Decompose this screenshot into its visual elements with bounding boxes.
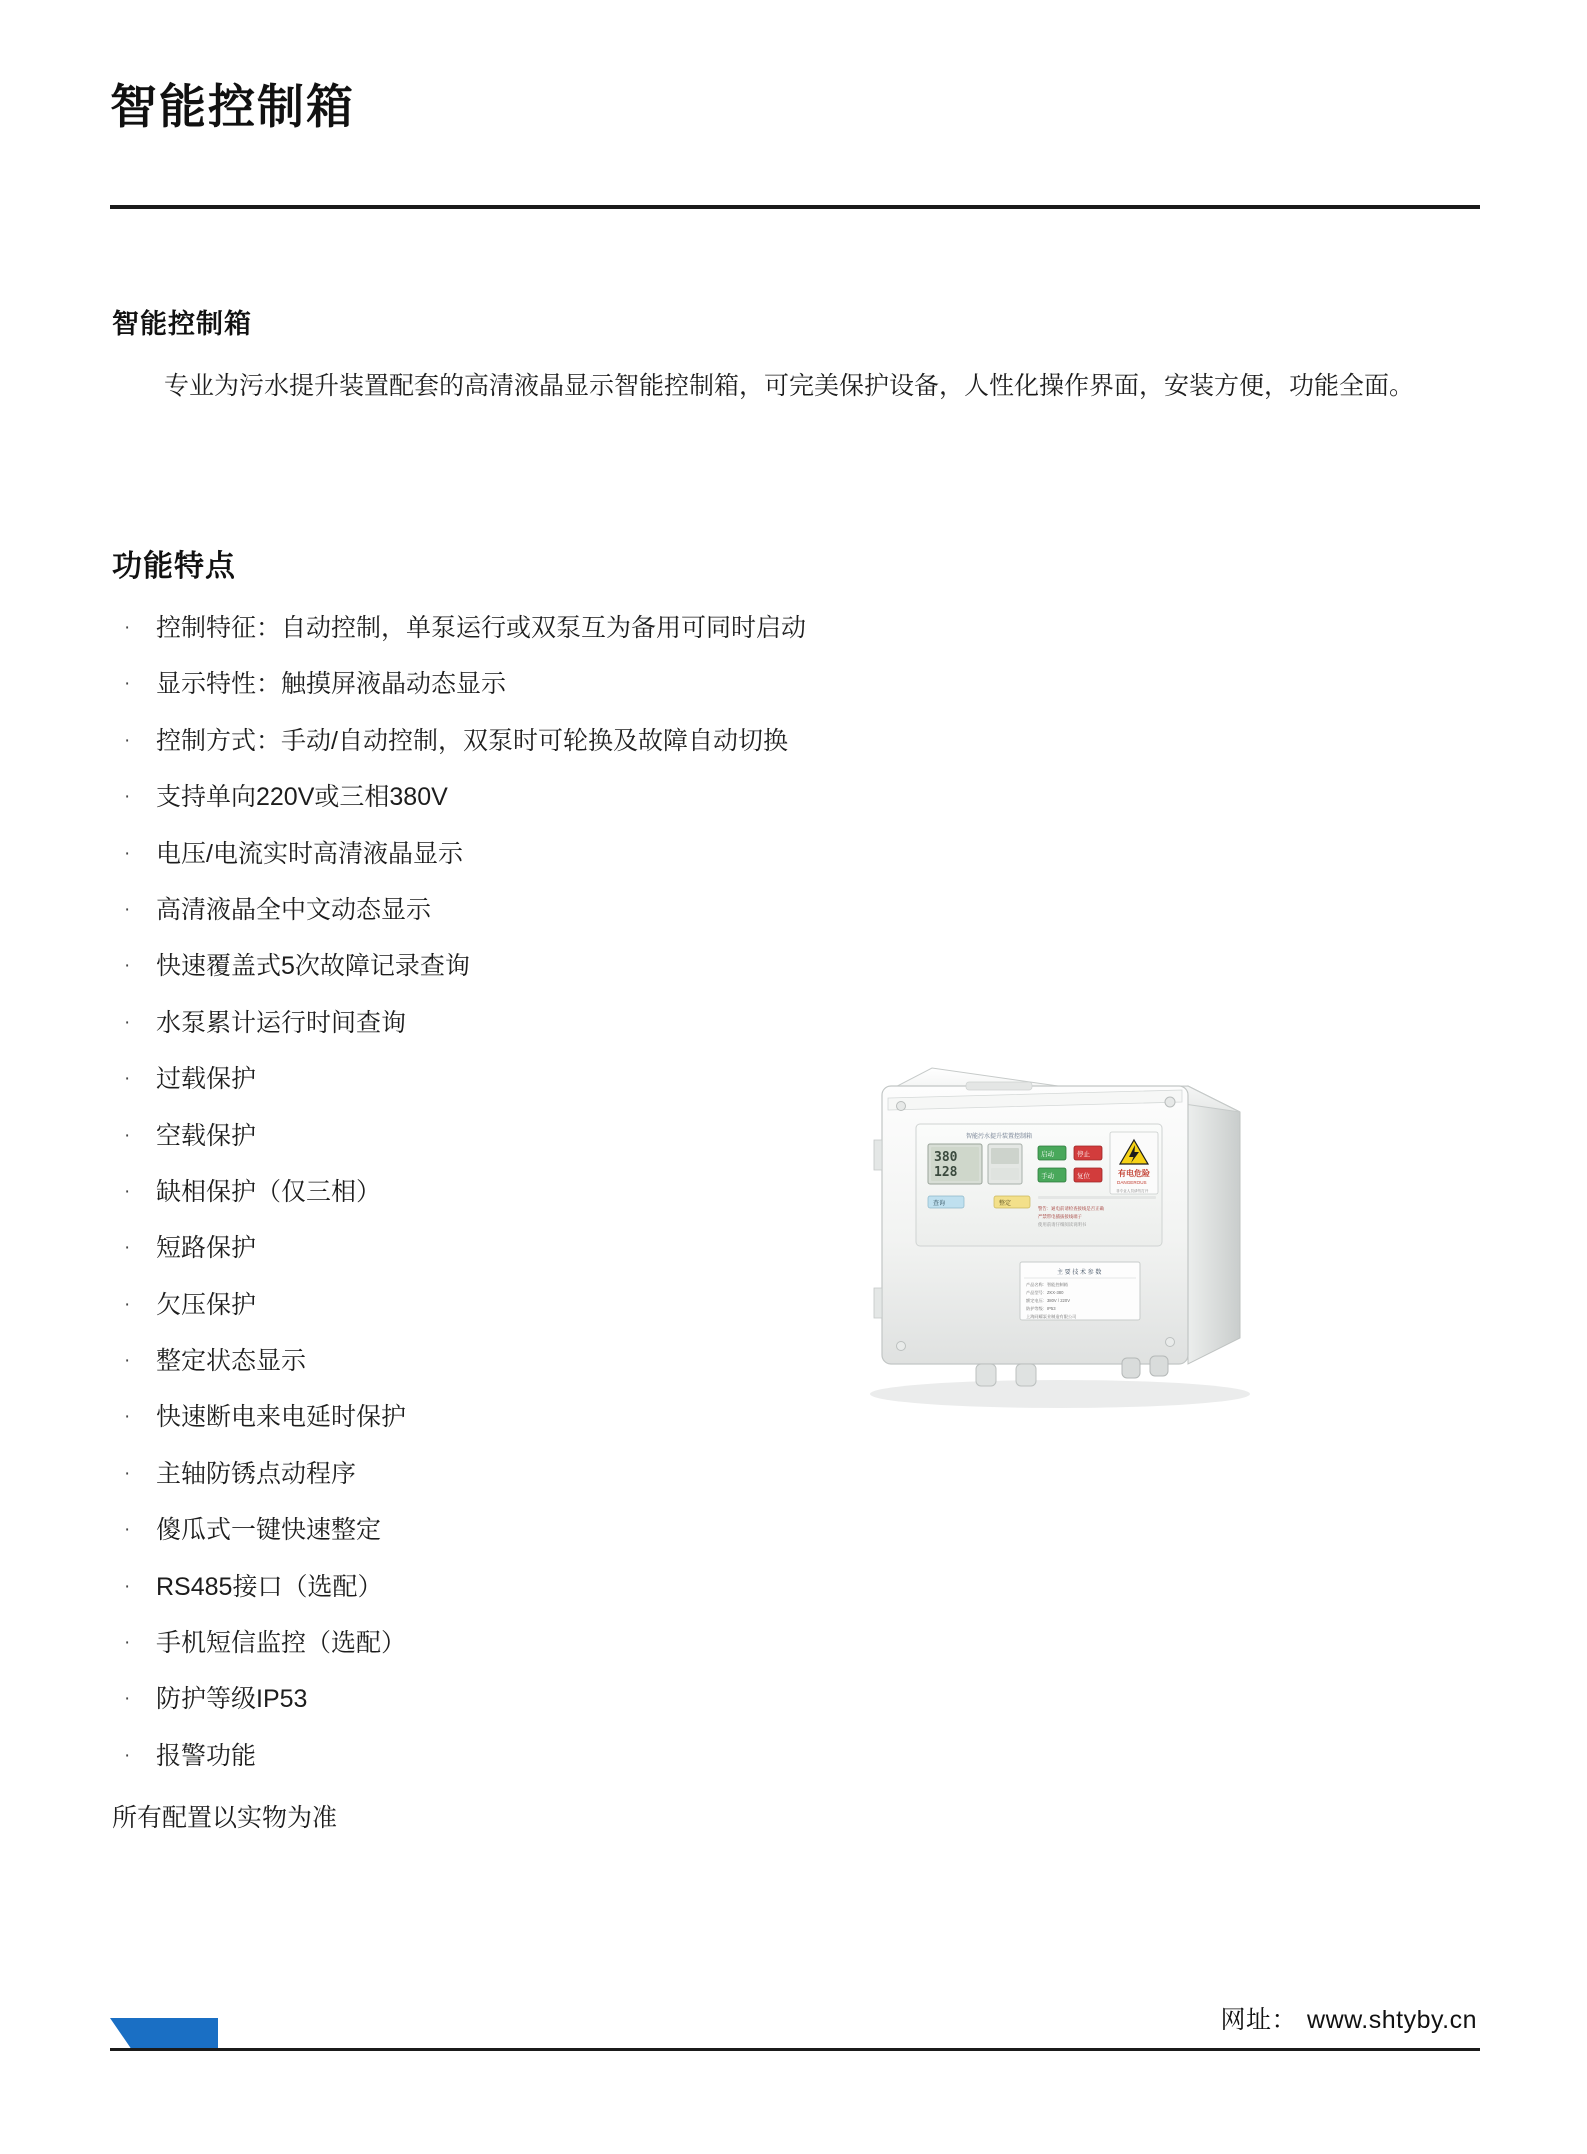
bullet-icon: · — [124, 1744, 131, 1766]
feature-label: 快速断电来电延时保护 — [156, 1403, 407, 1432]
feature-label: 整定状态显示 — [156, 1347, 307, 1376]
list-item — [118, 1389, 878, 1445]
svg-text:产品名称：智能控制箱: 产品名称：智能控制箱 — [1026, 1282, 1068, 1287]
bullet-icon: · — [124, 1462, 131, 1484]
list-item — [118, 600, 878, 656]
svg-text:停止: 停止 — [1077, 1151, 1090, 1158]
feature-label: 水泵累计运行时间查询 — [156, 1008, 407, 1037]
bullet-icon: · — [124, 1575, 131, 1597]
bullet-icon: · — [124, 617, 131, 638]
list-item — [118, 1615, 878, 1671]
bullet-icon: · — [124, 898, 131, 920]
intro-heading: 智能控制箱 — [112, 309, 252, 339]
website-label: 网址： — [1220, 2006, 1298, 2034]
svg-text:上海同耀泵业制造有限公司: 上海同耀泵业制造有限公司 — [1026, 1314, 1077, 1319]
feature-label: 控制特征：自动控制，单泵运行或双泵互为备用可同时启动 — [156, 614, 807, 642]
svg-text:警告：通电前请检查接线是否正确: 警告：通电前请检查接线是否正确 — [1038, 1206, 1104, 1211]
svg-text:有电危险: 有电危险 — [1118, 1169, 1150, 1178]
feature-label: 缺相保护（仅三相） — [156, 1177, 382, 1206]
svg-text:主 要 技 术 参 数: 主 要 技 术 参 数 — [1057, 1270, 1102, 1276]
list-item — [118, 1728, 878, 1784]
list-item — [118, 1051, 878, 1107]
feature-label: 高清液晶全中文动态显示 — [156, 895, 432, 924]
list-item — [118, 1164, 878, 1220]
bullet-icon: · — [124, 673, 131, 695]
feature-label: 防护等级IP53 — [156, 1685, 308, 1714]
bullet-icon: · — [124, 1237, 131, 1259]
svg-text:128: 128 — [934, 1165, 958, 1180]
feature-label: 欠压保护 — [156, 1290, 257, 1319]
feature-label: 短路保护 — [156, 1234, 257, 1263]
bullet-icon: · — [124, 1688, 131, 1710]
list-item — [118, 769, 878, 825]
svg-text:手动: 手动 — [1041, 1173, 1054, 1180]
feature-label: 空载保护 — [156, 1121, 257, 1150]
feature-label: 傻瓜式一键快速整定 — [156, 1516, 382, 1545]
list-item — [118, 1220, 878, 1276]
list-item — [118, 882, 878, 938]
svg-text:整定: 整定 — [999, 1201, 1012, 1207]
website-url[interactable]: www.shtyby.cn — [1307, 2006, 1477, 2034]
list-item — [118, 1333, 878, 1389]
feature-label: 报警功能 — [156, 1741, 257, 1770]
svg-text:产品型号：ZKX-380: 产品型号：ZKX-380 — [1026, 1290, 1064, 1295]
svg-text:防护等级：IP53: 防护等级：IP53 — [1026, 1306, 1056, 1311]
list-item — [118, 1446, 878, 1502]
list-item — [118, 826, 878, 882]
feature-list — [118, 600, 878, 1784]
bullet-icon: · — [124, 1011, 131, 1033]
feature-label: RS485接口（选配） — [156, 1572, 383, 1601]
features-heading: 功能特点 — [112, 550, 236, 583]
svg-text:额定电压：380V / 220V: 额定电压：380V / 220V — [1026, 1298, 1070, 1303]
list-item — [118, 713, 878, 769]
bullet-icon: · — [124, 1068, 131, 1090]
feature-label: 控制方式：手动/自动控制，双泵时可轮换及故障自动切换 — [156, 726, 788, 755]
title-divider — [110, 205, 1480, 209]
footer-accent-tab — [110, 2018, 218, 2050]
bullet-icon: · — [124, 1632, 131, 1654]
list-item — [118, 1502, 878, 1558]
svg-text:复位: 复位 — [1077, 1173, 1090, 1180]
bullet-icon: · — [124, 955, 131, 977]
bullet-icon: · — [124, 1293, 131, 1315]
footer-divider — [110, 2048, 1480, 2051]
feature-label: 过载保护 — [156, 1065, 257, 1094]
feature-label: 快速覆盖式5次故障记录查询 — [156, 952, 470, 981]
bullet-icon: · — [124, 1350, 131, 1372]
svg-text:非专业人员请勿打开: 非专业人员请勿打开 — [1116, 1189, 1149, 1193]
list-item — [118, 1108, 878, 1164]
features-footnote: 所有配置以实物为准 — [112, 1804, 338, 1832]
bullet-icon: · — [124, 1180, 131, 1202]
feature-label: 电压/电流实时高清液晶显示 — [156, 839, 463, 868]
list-item — [118, 1559, 878, 1615]
feature-label: 手机短信监控（选配） — [156, 1629, 407, 1658]
bullet-icon: · — [124, 729, 131, 751]
list-item — [118, 1277, 878, 1333]
bullet-icon: · — [124, 1406, 131, 1428]
list-item — [118, 995, 878, 1051]
svg-text:启动: 启动 — [1041, 1151, 1054, 1158]
list-item — [118, 1671, 878, 1727]
feature-label: 支持单向220V或三相380V — [156, 783, 448, 812]
svg-text:使用前请仔细阅读说明书: 使用前请仔细阅读说明书 — [1038, 1222, 1087, 1227]
list-item — [118, 938, 878, 994]
svg-text:智能污水提升装置控制箱: 智能污水提升装置控制箱 — [966, 1134, 1033, 1140]
feature-label: 主轴防锈点动程序 — [156, 1459, 357, 1488]
bullet-icon: · — [124, 1519, 131, 1541]
intro-paragraph: 专业为污水提升装置配套的高清液晶显示智能控制箱，可完美保护设备，人性化操作界面，安装方便，功能全面。 — [164, 372, 1415, 400]
svg-text:查询: 查询 — [933, 1201, 946, 1207]
feature-label: 显示特性：触摸屏液晶动态显示 — [156, 670, 507, 699]
list-item — [118, 656, 878, 712]
footer-website — [1221, 2000, 1478, 2036]
svg-text:严禁带电插拔接线端子: 严禁带电插拔接线端子 — [1038, 1214, 1082, 1219]
bullet-icon: · — [124, 786, 131, 808]
svg-text:380: 380 — [934, 1150, 958, 1165]
svg-text:DANGEROUS: DANGEROUS — [1117, 1180, 1147, 1185]
page-title: 智能控制箱 — [110, 80, 355, 133]
product-photo — [770, 1020, 1330, 1440]
bullet-icon: · — [124, 842, 131, 864]
bullet-icon: · — [124, 1124, 131, 1146]
